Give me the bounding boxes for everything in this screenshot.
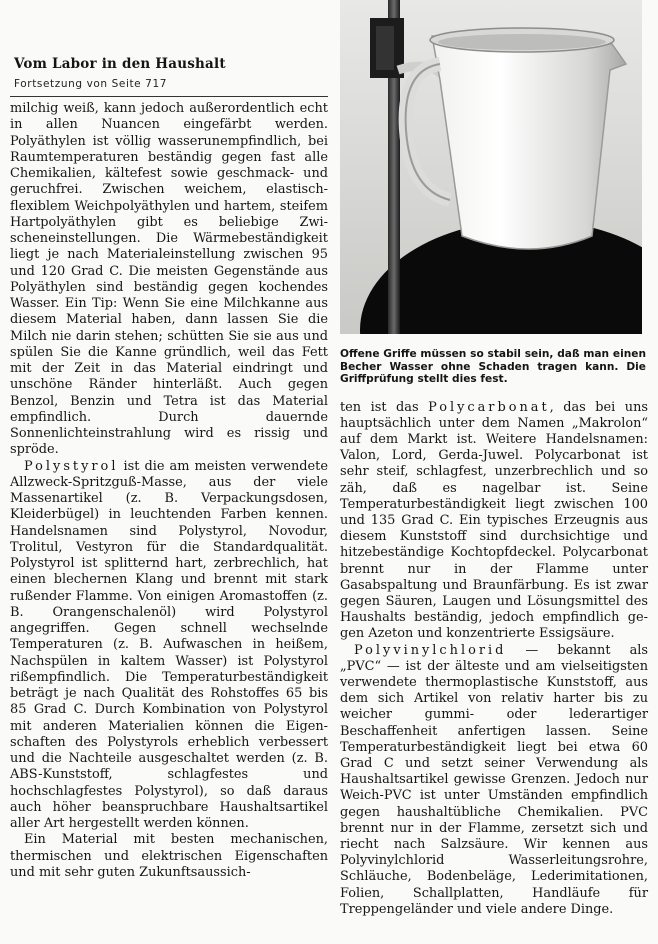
paragraph-polycarbonat-intro: ten ist das xyxy=(340,399,429,415)
term-polyvinylchlorid: Polyvinylchlorid xyxy=(354,642,507,658)
title-rule xyxy=(10,96,328,97)
paragraph-polyaethylen: milchig weiß, kann jedoch außerordentlich echt in allen Nuancen eingefärbt werden. Polyäthylen ist völlig wasserunempfindlich, bei Raumtemperaturen beständig gegen fast alle Chemikalien, kältefest sowie geschmack- und geruchfrei. Zwischen weichem, elastisch-flexiblem Weichpolyäthylen und hartem, steifem Hartpolyäthylen gibt es beliebige Zwischeneinstellungen. Die Wärmebeständigkeit liegt je nach Materialeinstellung zwischen 95 und 120 Grad C. Die meisten Gegenstände aus Polyäthylen sind beständig gegen kochendes Wasser. Ein Tip: Wenn Sie eine Milchkanne aus diesem Material haben, dann lassen Sie die Milch nie darin stehen; schütten Sie sie aus und spülen Sie die Kanne gründlich, weil das Fett mit der Zeit in das Material eindringt und unschöne Ränder hinterläßt. Auch gegen Benzol, Benzin und Tetra ist das Material empfindlich. Durch dauernde Sonnenlichteinstrahlung wird es rissig und spröde. xyxy=(10,101,328,458)
paragraph-pvc xyxy=(340,643,648,918)
right-column xyxy=(340,0,648,918)
paragraph-polystyrol-text: ist die am meisten verwendete Allzweck-Spritzguß-Masse, aus der viele Massenartikel (z. B. Verpackungsdosen, Kleiderbügel) in leuchtenden Farben kennen. Handelsnamen sind Polystyrol, Novodur, Trolitul, Vestyron für die Standardqualität. Polystyrol ist splitternd hart, zerbrechlich, hat einen blechernen Klang und brennt mit stark rußender Flamme. Von einigen Aromastoffen (z. B. Orangenschalenöl) wird Polystyrol angegriffen. Gegen schnell wechselnde Temperaturen (z. B. Aufwaschen in heißem, Nachspülen in kaltem Wasser) ist Polystyrol rißempfindlich. Die Temperaturbeständigkeit beträgt je nach Qualität des Rohstoffes 65 bis 85 Grad C. Durch Kombination von Polystyrol mit anderen Materialien können die Eigenschaften des Polystyrols erheblich verbessert und die Nachteile ausgeschaltet werden (z. B. ABS-Kunststoff, schlagfestes und hochschlagfestes Polystyrol), so daß daraus auch höher beanspruchbare Haushaltsartikel aller Art hergestellt werden können. xyxy=(10,458,328,831)
photo-jug-handle-test xyxy=(340,0,642,334)
paragraph-polycarbonat-text: , das bei uns hauptsächlich unter dem Namen „Makrolon“ auf dem Markt ist. Weitere Handelsnamen: Valon, Lord, Gerda-Juwel. Polycarbonat ist sehr steif, schlagfest, unzerbrechlich und so zäh, daß es nagelbar ist. Seine Temperaturbeständigkeit liegt zwischen 100 und 135 Grad C. Ein typisches Erzeugnis aus diesem Kunststoff sind durchsichtige und hitzebeständige Kochtopfdeckel. Polycarbonat brennt nur in der Flamme unter Gasabspaltung und Braunfärbung. Es ist zwar gegen Säuren, Laugen und Lösungsmittel des Haushalts beständig, jedoch empfindlich gegen Azeton und konzentrierte Essigsäure. xyxy=(340,399,648,642)
article-title: Vom Labor in den Haushalt xyxy=(14,56,226,72)
term-polycarbonat: Polycarbonat xyxy=(428,399,550,415)
paragraph-pvc-text: — bekannt als „PVC“ — ist der älteste und am vielseitigsten verwendete thermoplastische Kunststoff, aus dem sich Artikel von relativ harter bis zu weicher gummi- oder lederartiger Beschaffenheit anfertigen lassen. Seine Temperaturbeständigkeit liegt bei etwa 60 Grad C und setzt seiner Verwendung als Haushaltsartikel gewisse Grenzen. Jedoch nur Weich-PVC ist unter Umständen empfindlich gegen haushaltübliche Chemikalien. PVC brennt nur in der Flamme, zersetzt sich und riecht nach Salzsäure. Wir kennen aus Polyvinylchlorid Wasserleitungsrohre, Schläuche, Bodenbeläge, Lederimitationen, Folien, Schallplatten, Handläufe für Treppengeländer und viele andere Dinge. xyxy=(340,642,648,917)
photo-caption: Offene Griffe müssen so stabil sein, daß man einen Becher Wasser ohne Schaden tragen kann. Die Griffprüfung stellt dies fest. xyxy=(340,348,646,385)
continuation-note: Fortsetzung von Seite 717 xyxy=(14,78,168,90)
paragraph-material-intro: Ein Material mit besten mechanischen, thermischen und elektrischen Eigenschaften und mit sehr guten Zukunftsaussich- xyxy=(10,832,328,880)
paragraph-polycarbonat xyxy=(340,400,648,643)
paragraph-polystyrol xyxy=(10,459,328,833)
left-column xyxy=(10,52,328,881)
term-polystyrol: Polystyrol xyxy=(24,458,119,474)
